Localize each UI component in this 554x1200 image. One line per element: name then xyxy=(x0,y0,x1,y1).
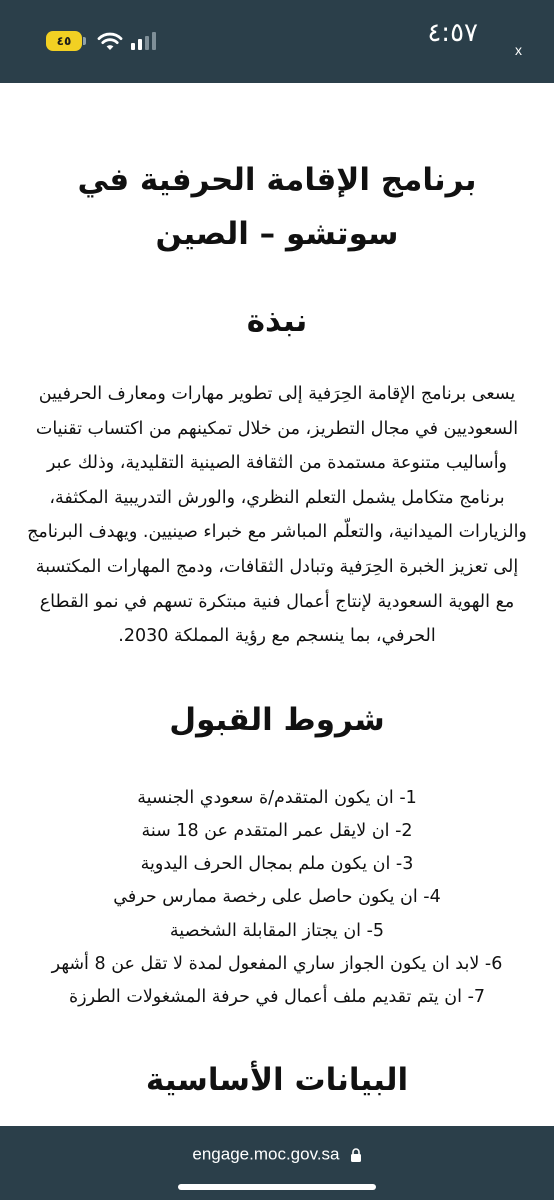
url-text: engage.moc.gov.sa xyxy=(192,1144,340,1164)
home-indicator[interactable] xyxy=(178,1184,376,1190)
battery-level: ٤٥ xyxy=(56,34,72,48)
close-button[interactable]: x xyxy=(515,42,522,58)
url-field[interactable] xyxy=(0,1144,554,1165)
address-bar[interactable] xyxy=(0,1126,554,1200)
page-content xyxy=(0,83,554,1126)
requirement-item: 3- ان يكون ملم بمجال الحرف اليدوية xyxy=(140,854,414,875)
lock-icon xyxy=(350,1148,362,1162)
overview-paragraph: يسعى برنامج الإقامة الحِرَفية إلى تطوير مهارات ومعارف الحرفيين السعوديين في مجال التطريز، من خلال تمكينهم من اكتساب تقنيات وأساليب متنوعة مستمدة من الثقافة الصينية التقليدية، وذلك عبر برنامج متكامل يشمل التعلم النظري، والورش التدريبية المكثفة، والزيارات الميدانية، والتعلّم المباشر مع خبراء صينيين. ويهدف البرنامج إلى تعزيز الخبرة الحِرَفية وتبادل الثقافات، ودمج المهارات المكتسبة مع الهوية السعودية لإنتاج أعمال فنية مبتكرة تسهم في نمو القطاع الحرفي، بما ينسجم مع رؤية المملكة 2030. xyxy=(27,384,527,647)
overview-heading: نبذة xyxy=(246,303,308,339)
requirement-item: 5- ان يجتاز المقابلة الشخصية xyxy=(169,920,385,941)
cellular-signal-icon xyxy=(130,32,160,50)
status-bar xyxy=(0,0,554,83)
requirements-heading: شروط القبول xyxy=(169,701,385,738)
battery-icon xyxy=(46,31,82,51)
basic-info-heading: البيانات الأساسية xyxy=(145,1062,409,1099)
page-title-line-2: سوتشو – الصين xyxy=(155,216,399,252)
requirement-item: 1- ان يكون المتقدم/ة سعودي الجنسية xyxy=(137,787,417,808)
requirements-list xyxy=(26,782,528,1014)
page-title-line-1: برنامج الإقامة الحرفية في xyxy=(77,162,477,198)
battery-tip xyxy=(83,37,86,45)
status-time: ٤:٥٧ xyxy=(427,18,478,48)
page-title xyxy=(26,153,528,261)
requirement-item: 4- ان يكون حاصل على رخصة ممارس حرفي xyxy=(113,887,441,908)
requirement-item: 2- ان لايقل عمر المتقدم عن 18 سنة xyxy=(141,820,413,841)
requirement-item: 7- ان يتم تقديم ملف أعمال في حرفة المشغولات الطرزة xyxy=(68,986,486,1007)
requirement-item: 6- لابد ان يكون الجواز ساري المفعول لمدة لا تقل عن 8 أشهر xyxy=(51,953,503,974)
article xyxy=(0,153,554,1100)
wifi-icon xyxy=(97,30,123,52)
